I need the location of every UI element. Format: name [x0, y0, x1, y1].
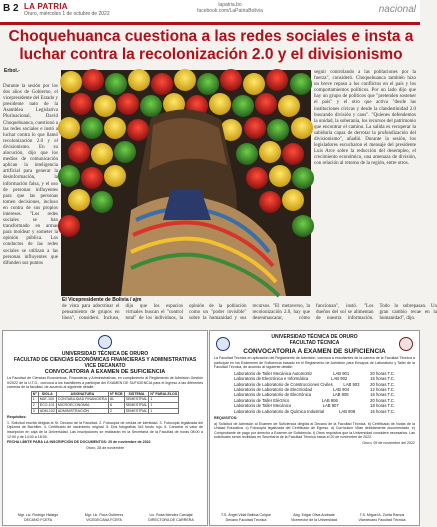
table-cell: SEMESTRAL: [125, 408, 148, 413]
list-item: Laboratorio de Laboratorio de Electricidad LAB 904 12 horas T.C.: [234, 387, 395, 392]
ad-faculty: FACULTAD TÉCNICA: [289, 340, 340, 346]
table-cell: MAT-100: [38, 397, 56, 403]
table-cell: SEMESTRAL: [125, 397, 148, 402]
table-cell: ADM-102: [39, 408, 55, 413]
subjects-table: [31, 391, 179, 414]
article-title: Choquehuanca cuestiona a las redes sociales e insta a luchar contra la recolonización 2.0 y el divisionismo: [8, 28, 414, 63]
facebook-link: facebook.com/LaPatriaBolivia: [197, 8, 263, 14]
requisitos-title: REQUISITOS:: [214, 416, 238, 421]
table-cell: 1: [149, 402, 179, 408]
university-seal-icon: [216, 337, 230, 351]
labs-list: [210, 371, 419, 414]
ad-intro: La Facultad de Ciencias Económicas, Financieras y Administrativas, en cumplimiento al Reglamento de Admisión Gestión II/2022 de la U.T.O., convoca a los bachilleres a participar del EXAMEN DE SUFICIENCIA para el ingreso a las diferentes carreras de la facultad, de acuerdo al siguiente detalle:: [7, 376, 203, 390]
table-cell: 3: [31, 408, 38, 414]
university-seal-icon: [98, 335, 112, 349]
table-header: Nº RCB: [109, 391, 123, 396]
list-item: Laboratorio de Taller Eléctrico LAB 906 20 horas T.C.: [234, 397, 395, 403]
table-row: [31, 408, 178, 414]
faculty-seal-icon: [399, 337, 413, 351]
page-number: B 2: [3, 3, 19, 14]
ad-office: VICE DECANATO: [84, 363, 126, 369]
signature-1: T.S. Ángel Vidal Balboa Colque Decano Facultad Técnica: [221, 513, 271, 522]
list-item: Laboratorio de Taller Mecánica Automotriz LAB 901 20 horas T.C.: [234, 370, 395, 376]
header-rule: [0, 22, 420, 25]
photo-caption: El Vicepresidente de Bolivia / ajm: [62, 297, 142, 303]
list-item: Laboratorio de Laboratorio de Construcciones Civiles LAB 903 20 horas T.C.: [234, 381, 395, 387]
table-header: SIGLA: [38, 391, 56, 397]
table-cell: 1: [31, 397, 38, 403]
web-info: [170, 2, 290, 14]
deadline: FECHA LÍMITE PARA LA INSCRIPCIÓN DE DOCUMENTOS: 20 de noviembre de 2022: [7, 440, 151, 445]
requisitos-text: 1. Solicitud escrita dirigida al Sr. Decano de la Facultad. 2. Fotocopia de cédula de identidad. 3. Fotocopia legalizada del Diploma de Bachiller. 4. Certificado de nacimiento original. 5. Dos fotografías 3x3 fondo rojo. 6. Cancelar el valor de inscripción en caja de la Universidad. Las inscripciones se realizarán en la Secretaría de la Facultad de horas 08:00 a 12:00 y de 14:00 a 18:00.: [7, 420, 203, 439]
table-cell: 81: [108, 397, 124, 403]
ad-intro: La Facultad Técnica en aplicación del Reglamento de Admisión, convoca a estudiantes de la carrera de la Facultad Técnica a participar en los Exámenes de Suficiencia basado en el Reglamento de Admisión para Ensayos de Laboratorio y Taller de la Facultad Técnica, de acuerdo al siguiente detalle:: [214, 356, 415, 370]
website: lapatria.bo: [218, 2, 242, 8]
ad-title: CONVOCATORIA A EXAMEN DE SUFICIENCIA: [44, 369, 166, 375]
ad-university: UNIVERSIDAD TÉCNICA DE ORURO: [61, 351, 149, 357]
table-cell: SEMESTRAL: [125, 402, 148, 407]
table-cell: 6: [108, 402, 124, 408]
signature-2: Mgr. Lic. Flora Gutiérrez VICEDECANA FCEFA: [84, 513, 124, 522]
page-header: [0, 0, 420, 23]
section-name: nacional: [378, 4, 416, 15]
article-column-3: seguir controlando a las poblaciones por la fuerza", consideró. Choquehuanca también hizo un breve repaso a los conflictos en el país y los comportamientos políticos. Por un lado dijo que hay un grupo de políticos que "pretenden sostener el país" y el otro que activa "desde las instituciones cívicas y desde la clandestinidad 2.0 buscando división y caos". "Quienes defendemos la unidad, la soberanía, los recursos del patrimonio que encontrar el camino. La salida es recuperar la sabiduría capaz de derrotar la profundización del divisionismo", añadió. Durante la sesión, los legisladores escucharon el mensaje del presidente Luis Arce sobre la reducción del desempleo, el crecimiento económico, una amenaza de división, con relación al retorno de la región, entre otros.: [314, 70, 416, 167]
list-item: Laboratorio de Taller Mecánico LAB 907 18 horas T.C.: [234, 403, 395, 409]
ad-faculty: FACULTAD DE CIENCIAS ECONÓMICAS FINANCIERAS Y ADMINISTRATIVAS: [13, 357, 197, 363]
signature-3: T.S. Miguel A. Zurita Ramos Vicedecano Facultad Técnica: [358, 513, 406, 522]
place-date: Oruro, 28 de noviembre: [86, 445, 124, 450]
signature-3: Lic. Rosa Mendez Carvajal DIRECTORA DE CARRERA: [148, 513, 194, 522]
table-cell: CONTABILIDAD FINANCIERA: [57, 397, 107, 402]
list-item: Laboratorio de Laboratorio de Electrónica LAB 905 16 horas T.C.: [234, 392, 395, 398]
article-column-2: de vista para adoctrinar el pensamiento de grupos en línea", consideró. Incluso, dijo que los espacios virtuales buscan el "control total" de los individuos, la opinión de la población como un "poder invisible" sobre la humanidad y sus recursos. "El metaverso, la recolonización 2.0, hay que desenmascarar, cómo funcionan", instó. "Los dueños del sol se alimentan de nuestra información. Todo lo sobrepasan. Un gran cambio recae en la humanidad", dijo.: [62, 304, 437, 322]
table-cell: 2: [31, 402, 38, 408]
requisitos-title: Requisitos:: [7, 415, 27, 420]
table-header: Nº: [32, 391, 37, 396]
list-item: Laboratorio de Laboratorio de Química Industrial LAB 908 16 horas T.C.: [234, 408, 395, 414]
table-header: SISTEMA: [124, 391, 149, 397]
issue-date: Oruro, miércoles 1 de octubre de 2022: [24, 11, 110, 17]
flowers-photo-illustration: [61, 70, 311, 296]
article-column-1: Durante la sesión por los dos años de Gobierno, el vicepresidente del Estado y presidente nato de la Asamblea Legislativa Plurinacional, David Choquehuanca, cuestionó a las redes sociales e instó a luchar contra lo que llamó recolonización 2.0 y el divisionismo. En su alocución, dijo que los medios de comunicación aplican la inteligencia artificial para generar la desinformación, la información falsa, y el uso de personas influyentes para que las personas tomen decisiones, incluso en contra de sus propios intereses. "Los redes sociales se han transformado en armas para moldear y someter la opinión pública. Los conductos de las redes sociales se utilizan a las personas influyentes que difunden sus puntos: [3, 84, 58, 266]
article-photo: [61, 70, 311, 296]
requisitos-text: a) Solicitud de Admisión al Examen de Suficiencia dirigida al Decano de la Facultad Técnica. b) Certificado de Notas de la Unidad Educativa. c) Fotocopia legalizada del Certificado de Egreso. d) Currículum Vitae debidamente documentado. e) Comprobante de pago por derecho a Examen de Suficiencia. f) Otros requisitos que la Universidad considere necesarios. Las solicitudes serán recibidas en Secretaría de la Facultad Técnica hasta el 20 de noviembre de 2022.: [214, 421, 415, 440]
list-item: Laboratorio de Electrónica e Informática LAB 902 15 horas T.C.: [234, 376, 395, 382]
table-header: Nº PARALELOS: [150, 391, 178, 396]
table-cell: 2: [108, 408, 124, 414]
advert-fcefa: [2, 330, 208, 526]
table-header: ASIGNATURA: [56, 391, 108, 397]
ad-university: UNIVERSIDAD TÉCNICA DE ORURO: [271, 334, 358, 340]
place-date: Oruro, 09 de noviembre del 2022: [362, 441, 415, 445]
table-cell: 1: [149, 397, 179, 403]
advert-facultad-tecnica: [209, 330, 420, 526]
signature-1: Mgr. Lic. Rodrigo Hidalgo DECANO FCEFA: [17, 513, 59, 522]
table-cell: MICROECONOMÍA: [56, 402, 108, 408]
table-cell: 1: [149, 408, 179, 414]
signature-2: Abg. Edgar Oliva Andrade Vicerrector de la Universidad: [290, 513, 338, 522]
table-cell: ADMINISTRACIÓN: [56, 408, 108, 414]
newspaper-logo: LA PATRIA: [24, 2, 68, 11]
ad-title: CONVOCATORIA A EXAMEN DE SUFICIENCIA: [243, 348, 386, 355]
table-cell: ECO-101: [39, 402, 55, 407]
byline: Erbol.-: [4, 68, 20, 74]
